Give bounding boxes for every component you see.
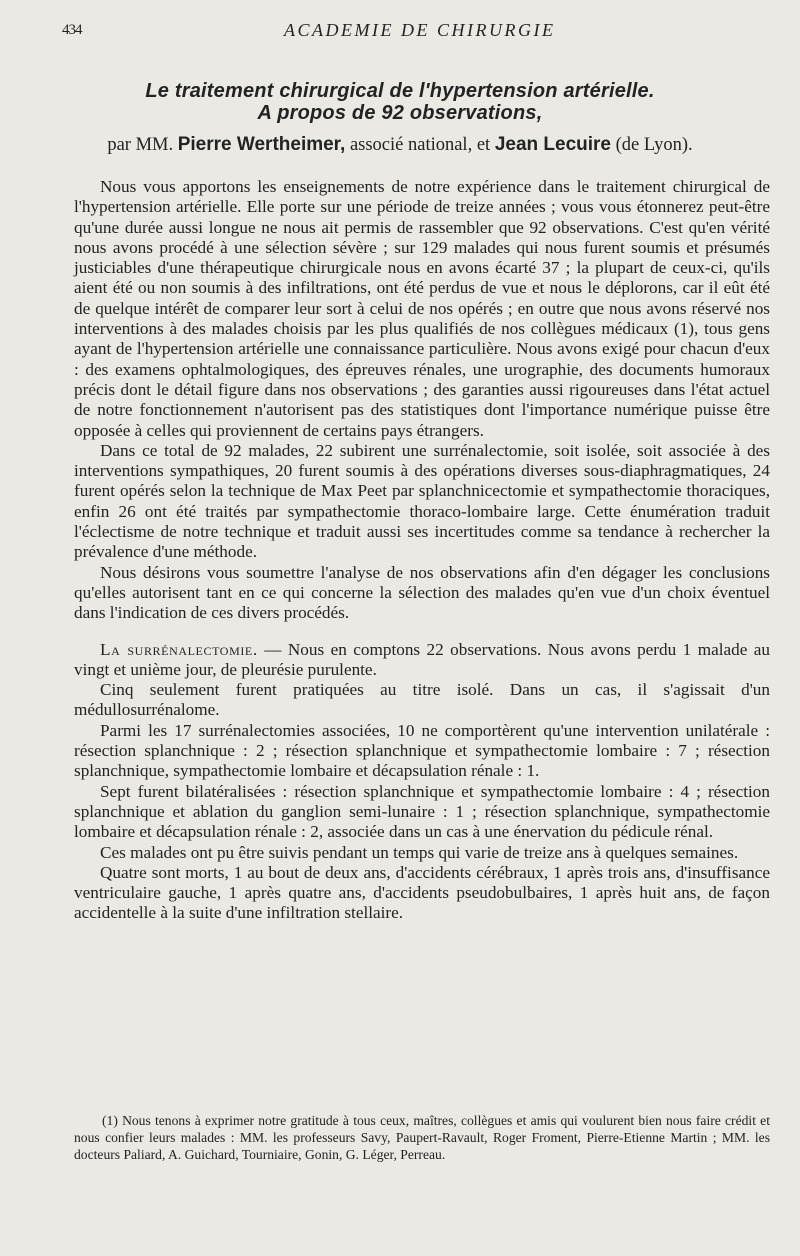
paragraph-isolated: Cinq seulement furent pratiquées au titre isolé. Dans un cas, il s'agissait d'un médullosurrénalome. — [74, 680, 770, 720]
section-surrenalectomie — [74, 640, 770, 681]
byline — [60, 132, 740, 158]
byline-prefix: par MM. — [107, 135, 174, 155]
section-intro-text: — Nous en comptons 22 observations. Nous avons perdu 1 malade au vingt et unième jour, de pleurésie purulente. — [74, 639, 771, 679]
author-1-role: associé national, et — [349, 135, 491, 155]
article-title-line-2: A propos de 92 observations, — [257, 102, 543, 124]
article-body — [74, 177, 770, 924]
footnote — [74, 1112, 770, 1163]
journal-title: ACADEMIE DE CHIRURGIE — [284, 20, 556, 40]
paragraph-totals: Dans ce total de 92 malades, 22 subirent une surrénalectomie, soit isolée, soit associée à des interventions sympathiques, 20 furent soumis à des opérations diverses sous-diaphragmatiques, 24 furent opérés selon la technique de Max Peet par splanchnicectomie et sympathectomie thoraciques, enfin 26 ont été traités par sympathectomie thoraco-lombaire large. Cette énumération traduit l'éclectisme de notre technique et traduit aussi ses incertitudes comme sa tendance à rechercher la prévalence d'une méthode. — [74, 440, 770, 562]
paragraph-associated: Parmi les 17 surrénalectomies associées, 10 ne comportèrent qu'une intervention unilatérale : résection splanchnique : 2 ; résection splanchnique et sympathectomie lombaire : 7 ; résection splanchnique, sympathectomie lombaire et décapsulation rénale : 1. — [74, 720, 770, 781]
footnote-text: (1) Nous tenons à exprimer notre gratitude à tous ceux, maîtres, collègues et amis qui voulurent bien nous faire crédit et nous confier leurs malades : MM. les professeurs Savy, Paupert-Ravault, Roger Froment, Pierre-Etienne Martin ; MM. les docteurs Paliard, A. Guichard, Tourniaire, Gonin, G. Léger, Perreau. — [74, 1113, 770, 1162]
running-header — [62, 20, 740, 44]
paragraph-introduction: Nous vous apportons les enseignements de notre expérience dans le traitement chirurgical de l'hypertension artérielle. Elle porte sur une période de treize années ; vous vous étonnerez peut-être qu'une durée aussi longue ne nous ait permis de rassembler que 92 observations. C'est qu'en vérité nous avons procédé à une sélection sévère ; sur 129 malades qui nous furent soumis et présumés justiciables d'une thérapeutique chirurgicale nous en avons écarté 37 ; la plupart de ceux-ci, qu'ils aient été ou non soumis à des infiltrations, ont été perdus de vue et nous le déplorons, car il eût été de quelque intérêt de comparer leur sort à celui de nos opérés ; en outre que nous avons réservé nos interventions à des malades choisis par les plus qualifiés de nos collègues médicaux (1), tous gens ayant de l'hypertension artérielle une connaissance particulière. Nous avons exigé pour chacun d'eux : des examens ophtalmologiques, des épreuves rénales, une urographie, des documents humoraux précis dont le détail figure dans nos observations ; des garanties aussi rigoureuses dans l'état actuel de notre fonctionnement n'autorisent pas des statistiques dont l'importance numérique puisse être opposée à celles qui proviennent de certains pays étrangers. — [74, 177, 770, 440]
author-1: Pierre Wertheimer, — [177, 134, 346, 155]
section-heading: La surrénalectomie. — [100, 639, 258, 659]
paragraph-deaths: Quatre sont morts, 1 au bout de deux ans, d'accidents cérébraux, 1 après trois ans, d'insuffisance ventriculaire gauche, 1 après quatre ans, d'accidents pseudobulbaires, 1 après huit ans, de façon accidentelle à la suite d'une infiltration stellaire. — [74, 862, 770, 923]
paragraph-follow-up: Ces malades ont pu être suivis pendant un temps qui varie de treize ans à quelques semaines. — [100, 842, 739, 862]
page-number: 434 — [62, 22, 82, 38]
paragraph-bilateral: Sept furent bilatéralisées : résection splanchnique et sympathectomie lombaire : 4 ; résection splanchnique et ablation du ganglion semi-lunaire : 1 ; résection splanchnique, sympathectomie lombaire et décapsulation rénale : 2, associée dans un cas à une énervation du pédicule rénal. — [74, 781, 770, 842]
paragraph-analysis: Nous désirons vous soumettre l'analyse de nos observations afin d'en dégager les conclusions qu'elles autorisent tant en ce qui concerne la sélection des malades qu'en vue d'un choix éventuel dans l'indication de ces divers procédés. — [74, 562, 770, 623]
article-title-line-1: Le traitement chirurgical de l'hypertension artérielle. — [145, 80, 655, 102]
author-2: Jean Lecuire — [494, 134, 611, 155]
author-2-role: (de Lyon). — [615, 135, 693, 155]
article-title — [60, 80, 740, 124]
